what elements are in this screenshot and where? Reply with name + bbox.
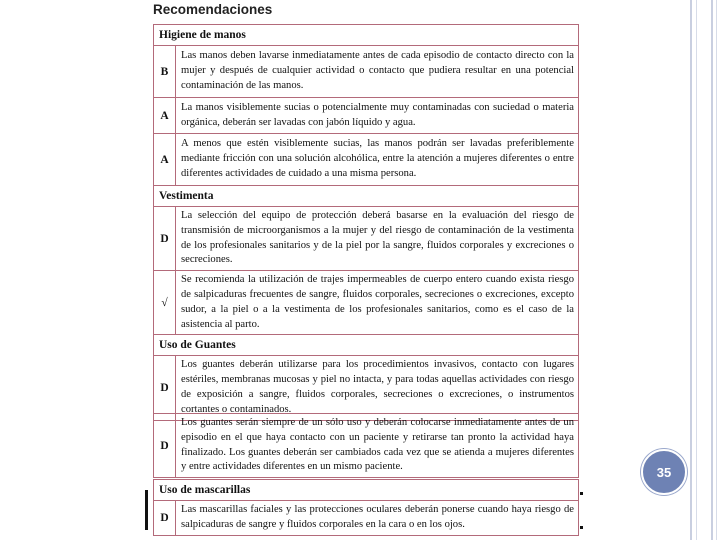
slide-frame-line	[690, 0, 692, 540]
recommendation-text: Las mascarillas faciales y las protecciones oculares deberán ponerse cuando haya riesgo de salpicaduras de sangre y fluidos corporales en la cara o en los ojos.	[176, 501, 579, 536]
recommendation-text: Las manos deben lavarse inmediatamente antes de cada episodio de contacto directo con la mujer y después de cualquier actividad o contacto que pudiera resultar en una potencial contaminación de las manos.	[176, 46, 579, 98]
table-row	[154, 98, 579, 134]
page-number-badge: 35	[641, 449, 687, 495]
table-row	[154, 271, 579, 335]
section-heading: Higiene de manos	[154, 25, 579, 46]
margin-dot	[580, 526, 583, 529]
table-row	[154, 134, 579, 186]
recommendations-table	[153, 24, 579, 421]
grade-cell: B	[154, 46, 176, 98]
grade-cell: D	[154, 414, 176, 478]
recommendations-table	[153, 413, 579, 478]
grade-cell: D	[154, 356, 176, 420]
document-page	[148, 0, 588, 540]
table-row	[154, 356, 579, 420]
recommendation-text: Los guantes serán siempre de un sólo uso y deberán colocarse inmediatamente antes de un episodio en el que haya contacto con un paciente y retirarse tan pronto la actividad haya finalizado. Los guantes deberán ser cambiados cada vez que se atienda a mujeres diferentes y entre actividades diferentes en un mismo paciente.	[176, 414, 579, 478]
table-row	[154, 207, 579, 271]
grade-cell: √	[154, 271, 176, 335]
slide-frame-line	[716, 0, 717, 540]
recommendation-text: A menos que estén visiblemente sucias, las manos podrán ser lavadas preferiblemente mediante fricción con una solución alcohólica, entre la atención a mujeres diferentes o entre diferentes actividades de cuidado a una misma persona.	[176, 134, 579, 186]
grade-cell: A	[154, 134, 176, 186]
section-heading: Vestimenta	[154, 186, 579, 207]
table-row	[154, 414, 579, 478]
table-row	[154, 46, 579, 98]
section-heading: Uso de mascarillas	[154, 480, 579, 501]
margin-bar	[145, 490, 148, 530]
slide-frame-line	[696, 0, 697, 540]
page-title: Recomendaciones	[153, 2, 273, 17]
section-heading: Uso de Guantes	[154, 335, 579, 356]
grade-cell: A	[154, 98, 176, 134]
recommendation-text: La selección del equipo de protección deberá basarse en la evaluación del riesgo de transmisión de microorganismos a la mujer y del riesgo de contaminación de la vestimenta de los profesionales sanitarios y de la piel por la sangre, fluidos corporales y excreciones o secreciones.	[176, 207, 579, 271]
table-row	[154, 501, 579, 536]
recommendation-text: Los guantes deberán utilizarse para los procedimientos invasivos, contacto con lugares estériles, membranas mucosas y piel no intacta, y para todas aquellas actividades con riesgo de exposición a sangre, fluidos corporales, secreciones o excreciones, o instrumentos cortantes o contaminados.	[176, 356, 579, 420]
slide-frame-line	[711, 0, 713, 540]
grade-cell: D	[154, 207, 176, 271]
recommendations-table	[153, 479, 579, 536]
recommendation-text: La manos visiblemente sucias o potencialmente muy contaminadas con suciedad o materia orgánica, deberán ser lavadas con jabón líquido y agua.	[176, 98, 579, 134]
recommendation-text: Se recomienda la utilización de trajes impermeables de cuerpo entero cuando exista riesgo de salpicaduras frecuentes de sangre, fluidos corporales, secreciones o excreciones, excepto sudor, a la piel o a la vestimenta de los profesionales sanitarios, como es el caso de la asistencia al parto.	[176, 271, 579, 335]
margin-dot	[580, 492, 583, 495]
grade-cell: D	[154, 501, 176, 536]
